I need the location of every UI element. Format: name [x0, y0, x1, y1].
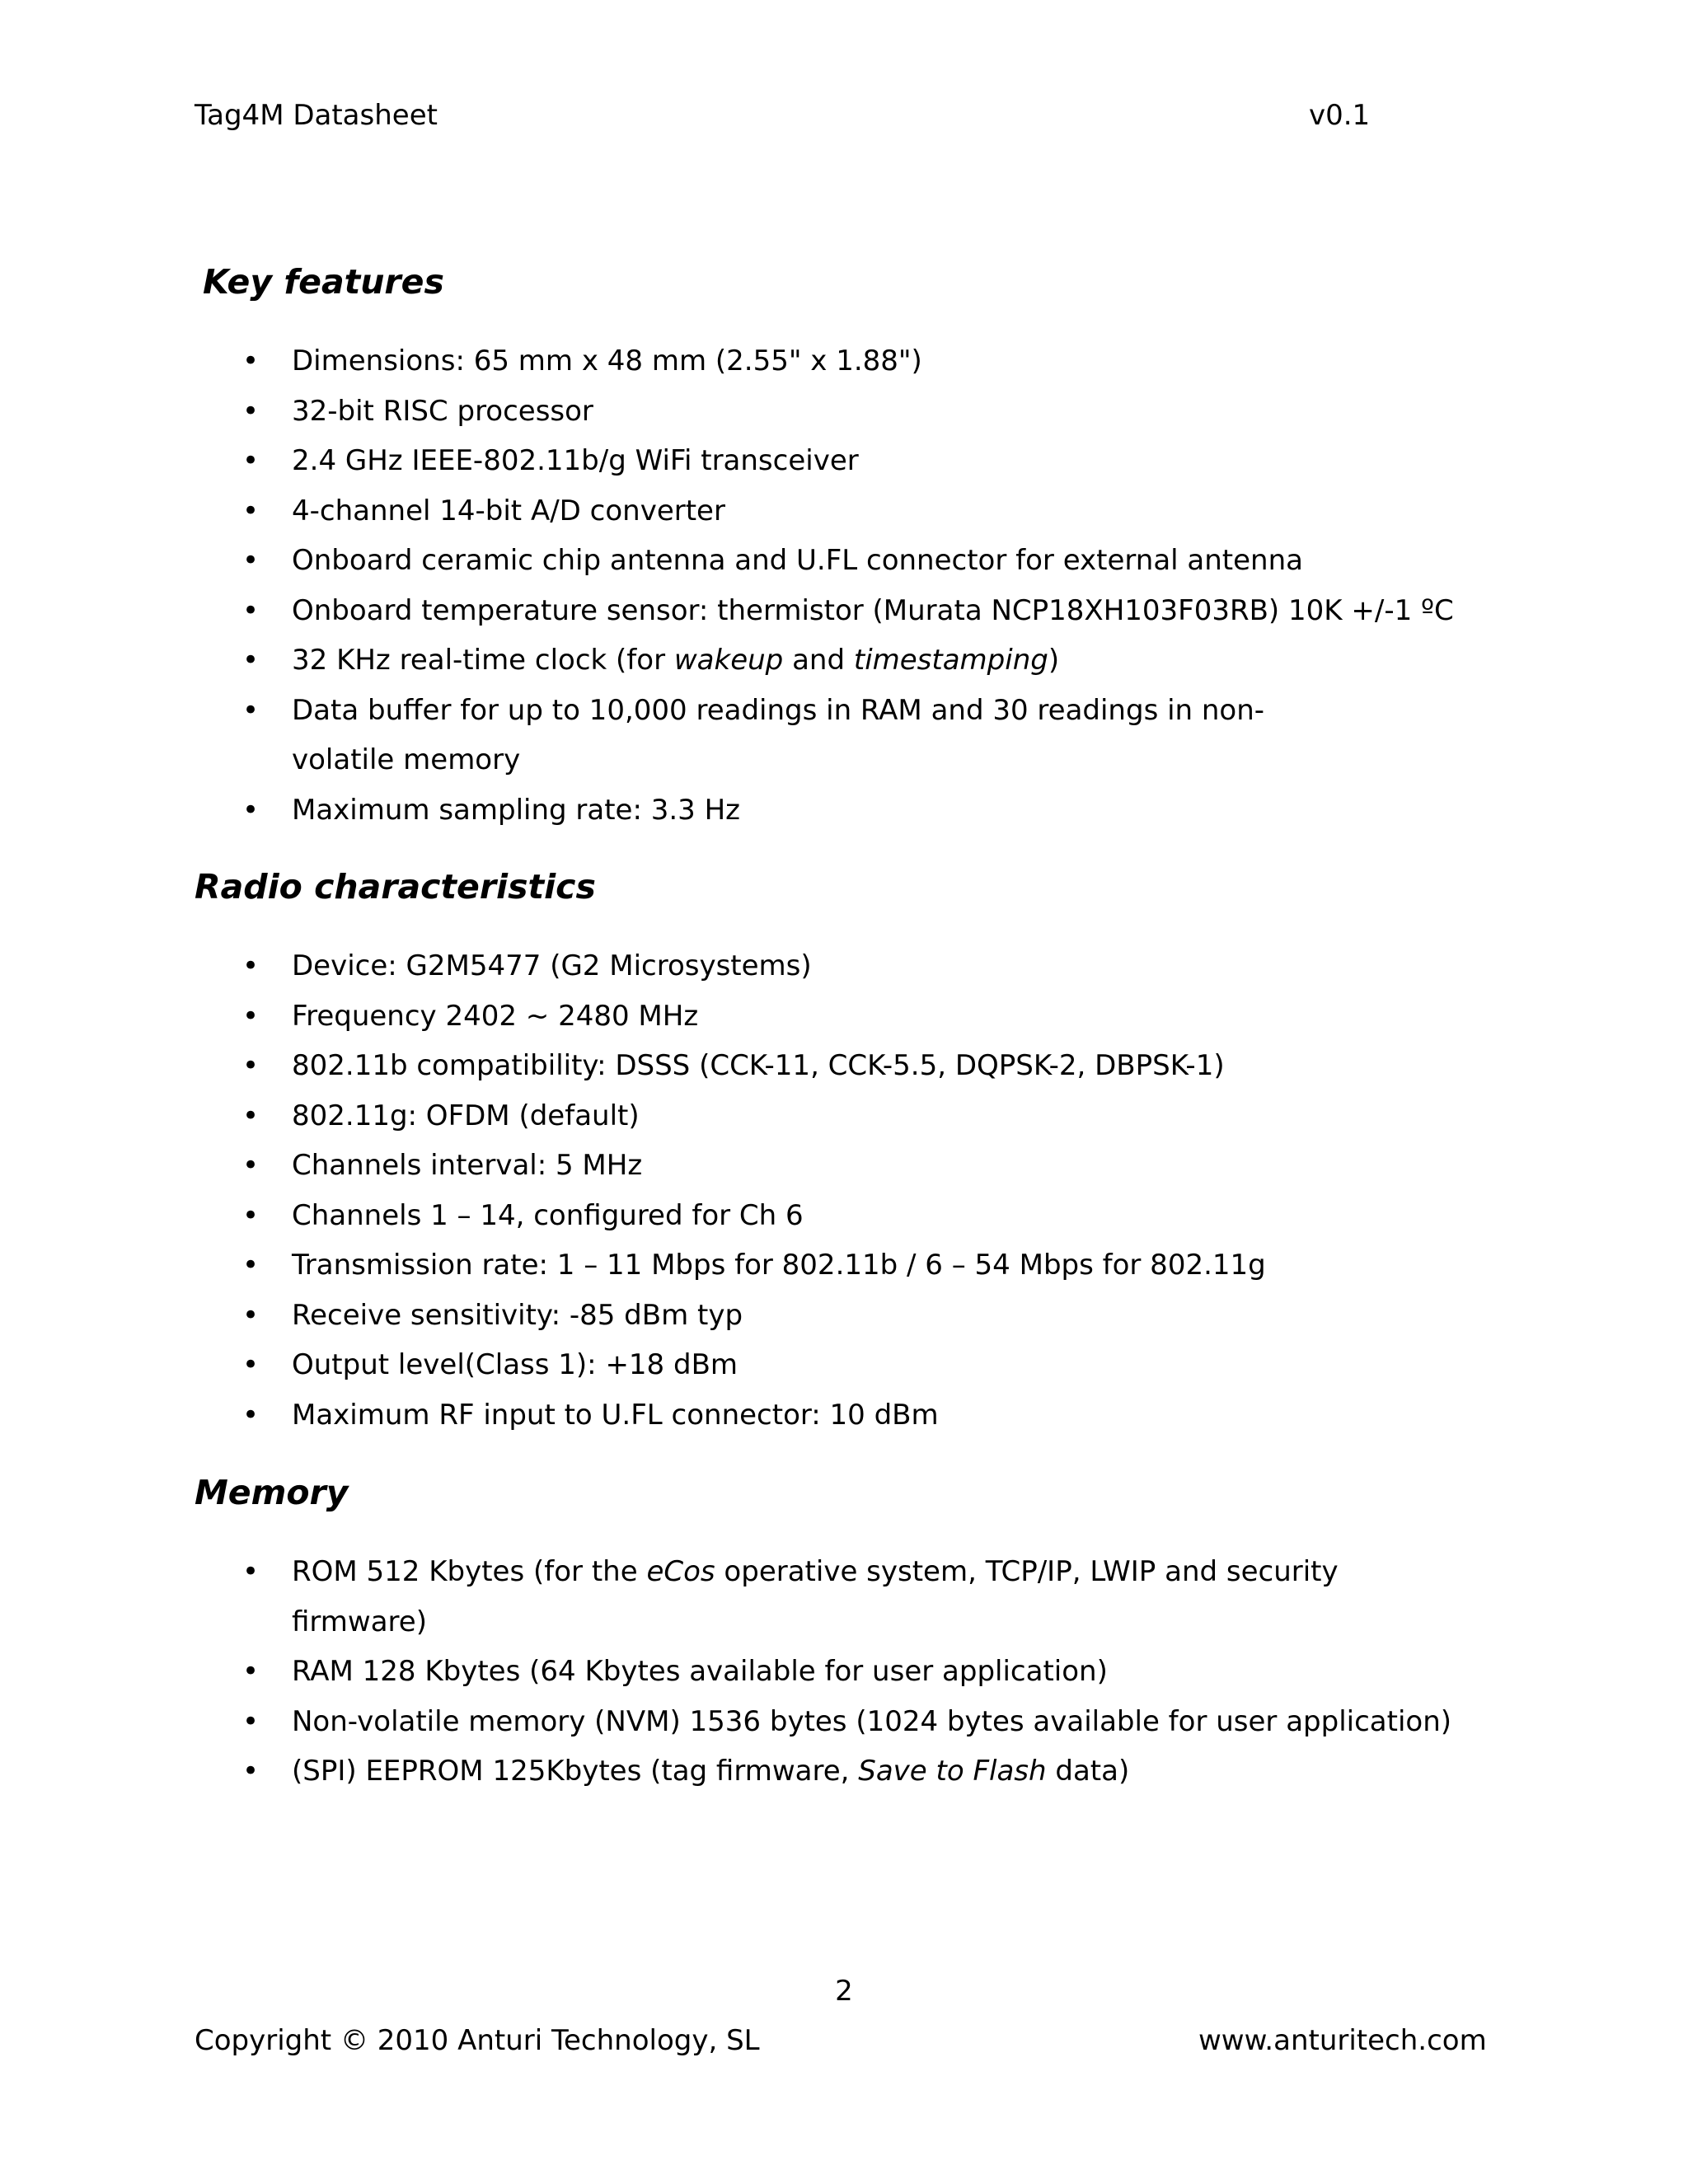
list-item: • Dimensions: 65 mm x 48 mm (2.55" x 1.88") — [195, 336, 1497, 387]
bullet-icon: • — [242, 1298, 260, 1332]
section-radio-characteristics — [195, 867, 1513, 1440]
list-item: • Non-volatile memory (NVM) 1536 bytes (1024 bytes available for user application) — [195, 1697, 1497, 1747]
list-item: • 4-channel 14-bit A/D converter — [195, 486, 1497, 537]
section-key-features — [203, 262, 1522, 835]
list-item: • (SPI) EEPROM 125Kbytes (tag firmware, Save to Flash data) — [195, 1746, 1497, 1797]
bullet-icon: • — [242, 1655, 260, 1688]
bullet-icon: • — [242, 1099, 260, 1132]
list-item: • Maximum sampling rate: 3.3 Hz — [195, 785, 1497, 836]
bullet-icon: • — [242, 999, 260, 1033]
bullet-icon: • — [242, 494, 260, 527]
key-features-list — [195, 336, 1522, 835]
bullet-icon: • — [242, 1198, 260, 1232]
header-version: v0.1 — [1309, 99, 1371, 132]
radio-list — [195, 941, 1513, 1440]
bullet-icon: • — [242, 444, 260, 477]
bullet-icon: • — [242, 644, 260, 677]
list-item: • Onboard ceramic chip antenna and U.FL connector for external antenna — [195, 536, 1497, 586]
bullet-icon: • — [242, 1398, 260, 1432]
section-heading-key-features: Key features — [203, 262, 444, 302]
list-item: • 2.4 GHz IEEE-802.11b/g WiFi transceiver — [195, 436, 1497, 486]
bullet-icon: • — [242, 1249, 260, 1282]
bullet-icon: • — [242, 1049, 260, 1082]
bullet-icon: • — [242, 1755, 260, 1788]
bullet-icon: • — [242, 394, 260, 428]
footer-website: www.anturitech.com — [1198, 2024, 1487, 2057]
list-item: • 32 KHz real-time clock (for wakeup and timestamping) — [195, 635, 1497, 686]
section-memory — [195, 1473, 1513, 1797]
bullet-icon: • — [242, 344, 260, 377]
list-item: • Frequency 2402 ~ 2480 MHz — [195, 991, 1497, 1042]
bullet-icon: • — [242, 1348, 260, 1381]
list-item: • Data buffer for up to 10,000 readings in RAM and 30 readings in non-volatile memory — [195, 686, 1497, 785]
list-item: • Channels interval: 5 MHz — [195, 1141, 1497, 1191]
bullet-icon: • — [242, 793, 260, 827]
page-number: 2 — [835, 1975, 853, 2008]
list-item: • Transmission rate: 1 – 11 Mbps for 802.11b / 6 – 54 Mbps for 802.11g — [195, 1240, 1497, 1291]
bullet-icon: • — [242, 1149, 260, 1182]
memory-list — [195, 1547, 1513, 1797]
footer-copyright: Copyright © 2010 Anturi Technology, SL — [195, 2024, 760, 2057]
list-item: • Device: G2M5477 (G2 Microsystems) — [195, 941, 1497, 991]
list-item: • Channels 1 – 14, configured for Ch 6 — [195, 1191, 1497, 1241]
bullet-icon: • — [242, 693, 260, 727]
list-item: • Receive sensitivity: -85 dBm typ — [195, 1291, 1497, 1341]
section-heading-radio: Radio characteristics — [195, 867, 596, 907]
list-item: • 802.11g: OFDM (default) — [195, 1091, 1497, 1141]
list-item: • ROM 512 Kbytes (for the eCos operative system, TCP/IP, LWIP and security firmware) — [195, 1547, 1497, 1647]
bullet-icon: • — [242, 1555, 260, 1588]
bullet-icon: • — [242, 949, 260, 982]
list-item: • RAM 128 Kbytes (64 Kbytes available for user application) — [195, 1647, 1497, 1697]
bullet-icon: • — [242, 544, 260, 577]
bullet-icon: • — [242, 593, 260, 627]
bullet-icon: • — [242, 1704, 260, 1738]
list-item: • 32-bit RISC processor — [195, 387, 1497, 437]
list-item: • Maximum RF input to U.FL connector: 10 dBm — [195, 1390, 1497, 1441]
list-item: • 802.11b compatibility: DSSS (CCK-11, CCK-5.5, DQPSK-2, DBPSK-1) — [195, 1041, 1497, 1091]
header-title: Tag4M Datasheet — [195, 99, 438, 132]
list-item: • Output level(Class 1): +18 dBm — [195, 1340, 1497, 1390]
section-heading-memory: Memory — [195, 1473, 349, 1512]
list-item: • Onboard temperature sensor: thermistor (Murata NCP18XH103F03RB) 10K +/-1 ºC — [195, 586, 1497, 636]
